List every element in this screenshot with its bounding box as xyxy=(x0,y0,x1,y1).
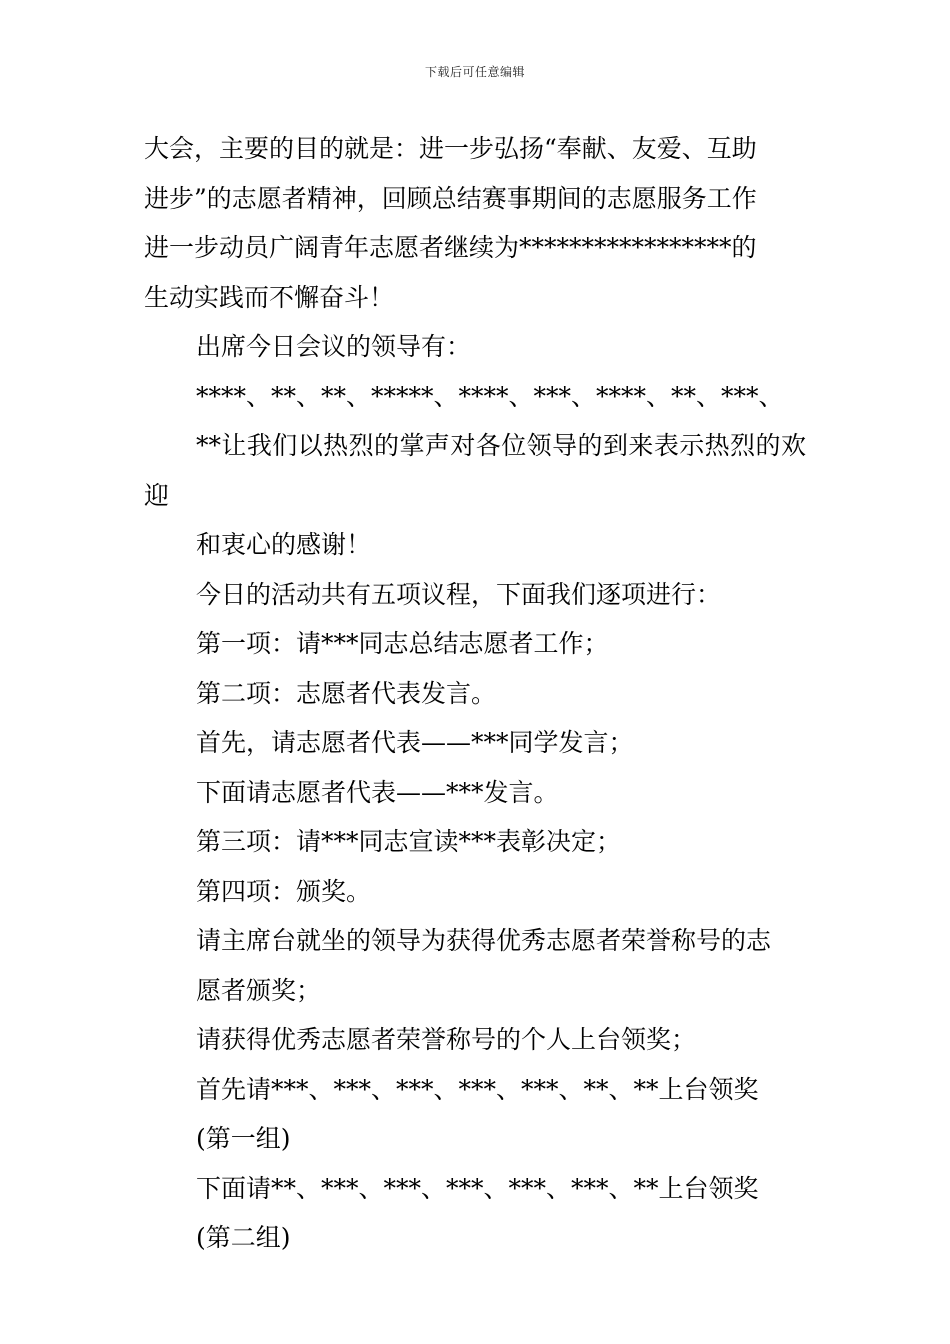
paragraph-line: 出席今日会议的领导有： xyxy=(196,332,472,361)
paragraph-line: 下面请志愿者代表——***发言。 xyxy=(196,777,559,807)
paragraph-line: 进一步动员广阔青年志愿者继续为*****************的 xyxy=(144,233,757,262)
paragraph xyxy=(144,768,806,818)
paragraph-line: (第二组) xyxy=(196,1223,291,1252)
paragraph-line: 请获得优秀志愿者荣誉称号的个人上台领奖； xyxy=(196,1025,697,1054)
paragraph xyxy=(144,1164,806,1263)
paragraph-line: 第三项：请***同志宣读***表彰决定； xyxy=(196,827,622,856)
paragraph-line: **让我们以热烈的掌声对各位领导的到来表示热烈的欢迎 xyxy=(144,431,806,510)
paragraph-line: ****、**、**、*****、****、***、****、**、***、 xyxy=(196,381,784,411)
paragraph-line: 下面请**、***、***、***、***、***、**上台领奖 xyxy=(196,1173,759,1203)
paragraph xyxy=(144,619,806,669)
paragraph xyxy=(144,817,806,867)
paragraph-line: (第一组) xyxy=(196,1124,291,1153)
paragraph-line: 首先，请志愿者代表——***同学发言； xyxy=(196,728,634,757)
paragraph-line: 第四项：颁奖。 xyxy=(196,876,372,906)
paragraph-line: 生动实践而不懈奋斗！ xyxy=(144,282,395,312)
document-body xyxy=(144,124,806,1263)
paragraph xyxy=(144,1015,806,1065)
paragraph xyxy=(144,372,806,570)
paragraph-line: 首先请***、***、***、***、***、**、**上台领奖 xyxy=(196,1074,759,1104)
paragraph xyxy=(144,669,806,719)
paragraph-line: 第二项：志愿者代表发言。 xyxy=(196,678,497,708)
paragraph-line: 今日的活动共有五项议程，下面我们逐项进行： xyxy=(196,579,722,609)
paragraph xyxy=(144,570,806,620)
paragraph-line: 愿者颁奖； xyxy=(196,975,322,1005)
paragraph xyxy=(144,916,806,1015)
paragraph-line: 大会，主要的目的就是：进一步弘扬“奉献、友爱、互助 xyxy=(144,134,757,163)
paragraph xyxy=(144,867,806,917)
paragraph-line: 进步”的志愿者精神，回顾总结赛事期间的志愿服务工作 xyxy=(144,183,757,213)
paragraph-line: 请主席台就坐的领导为获得优秀志愿者荣誉称号的志 xyxy=(196,926,772,955)
paragraph-line: 第一项：请***同志总结志愿者工作； xyxy=(196,629,609,658)
paragraph xyxy=(144,322,806,372)
paragraph xyxy=(144,124,806,322)
page-header-note: 下载后可任意编辑 xyxy=(424,65,525,79)
paragraph xyxy=(144,718,806,768)
paragraph-line: 和衷心的感谢！ xyxy=(196,530,372,559)
paragraph xyxy=(144,1065,806,1164)
